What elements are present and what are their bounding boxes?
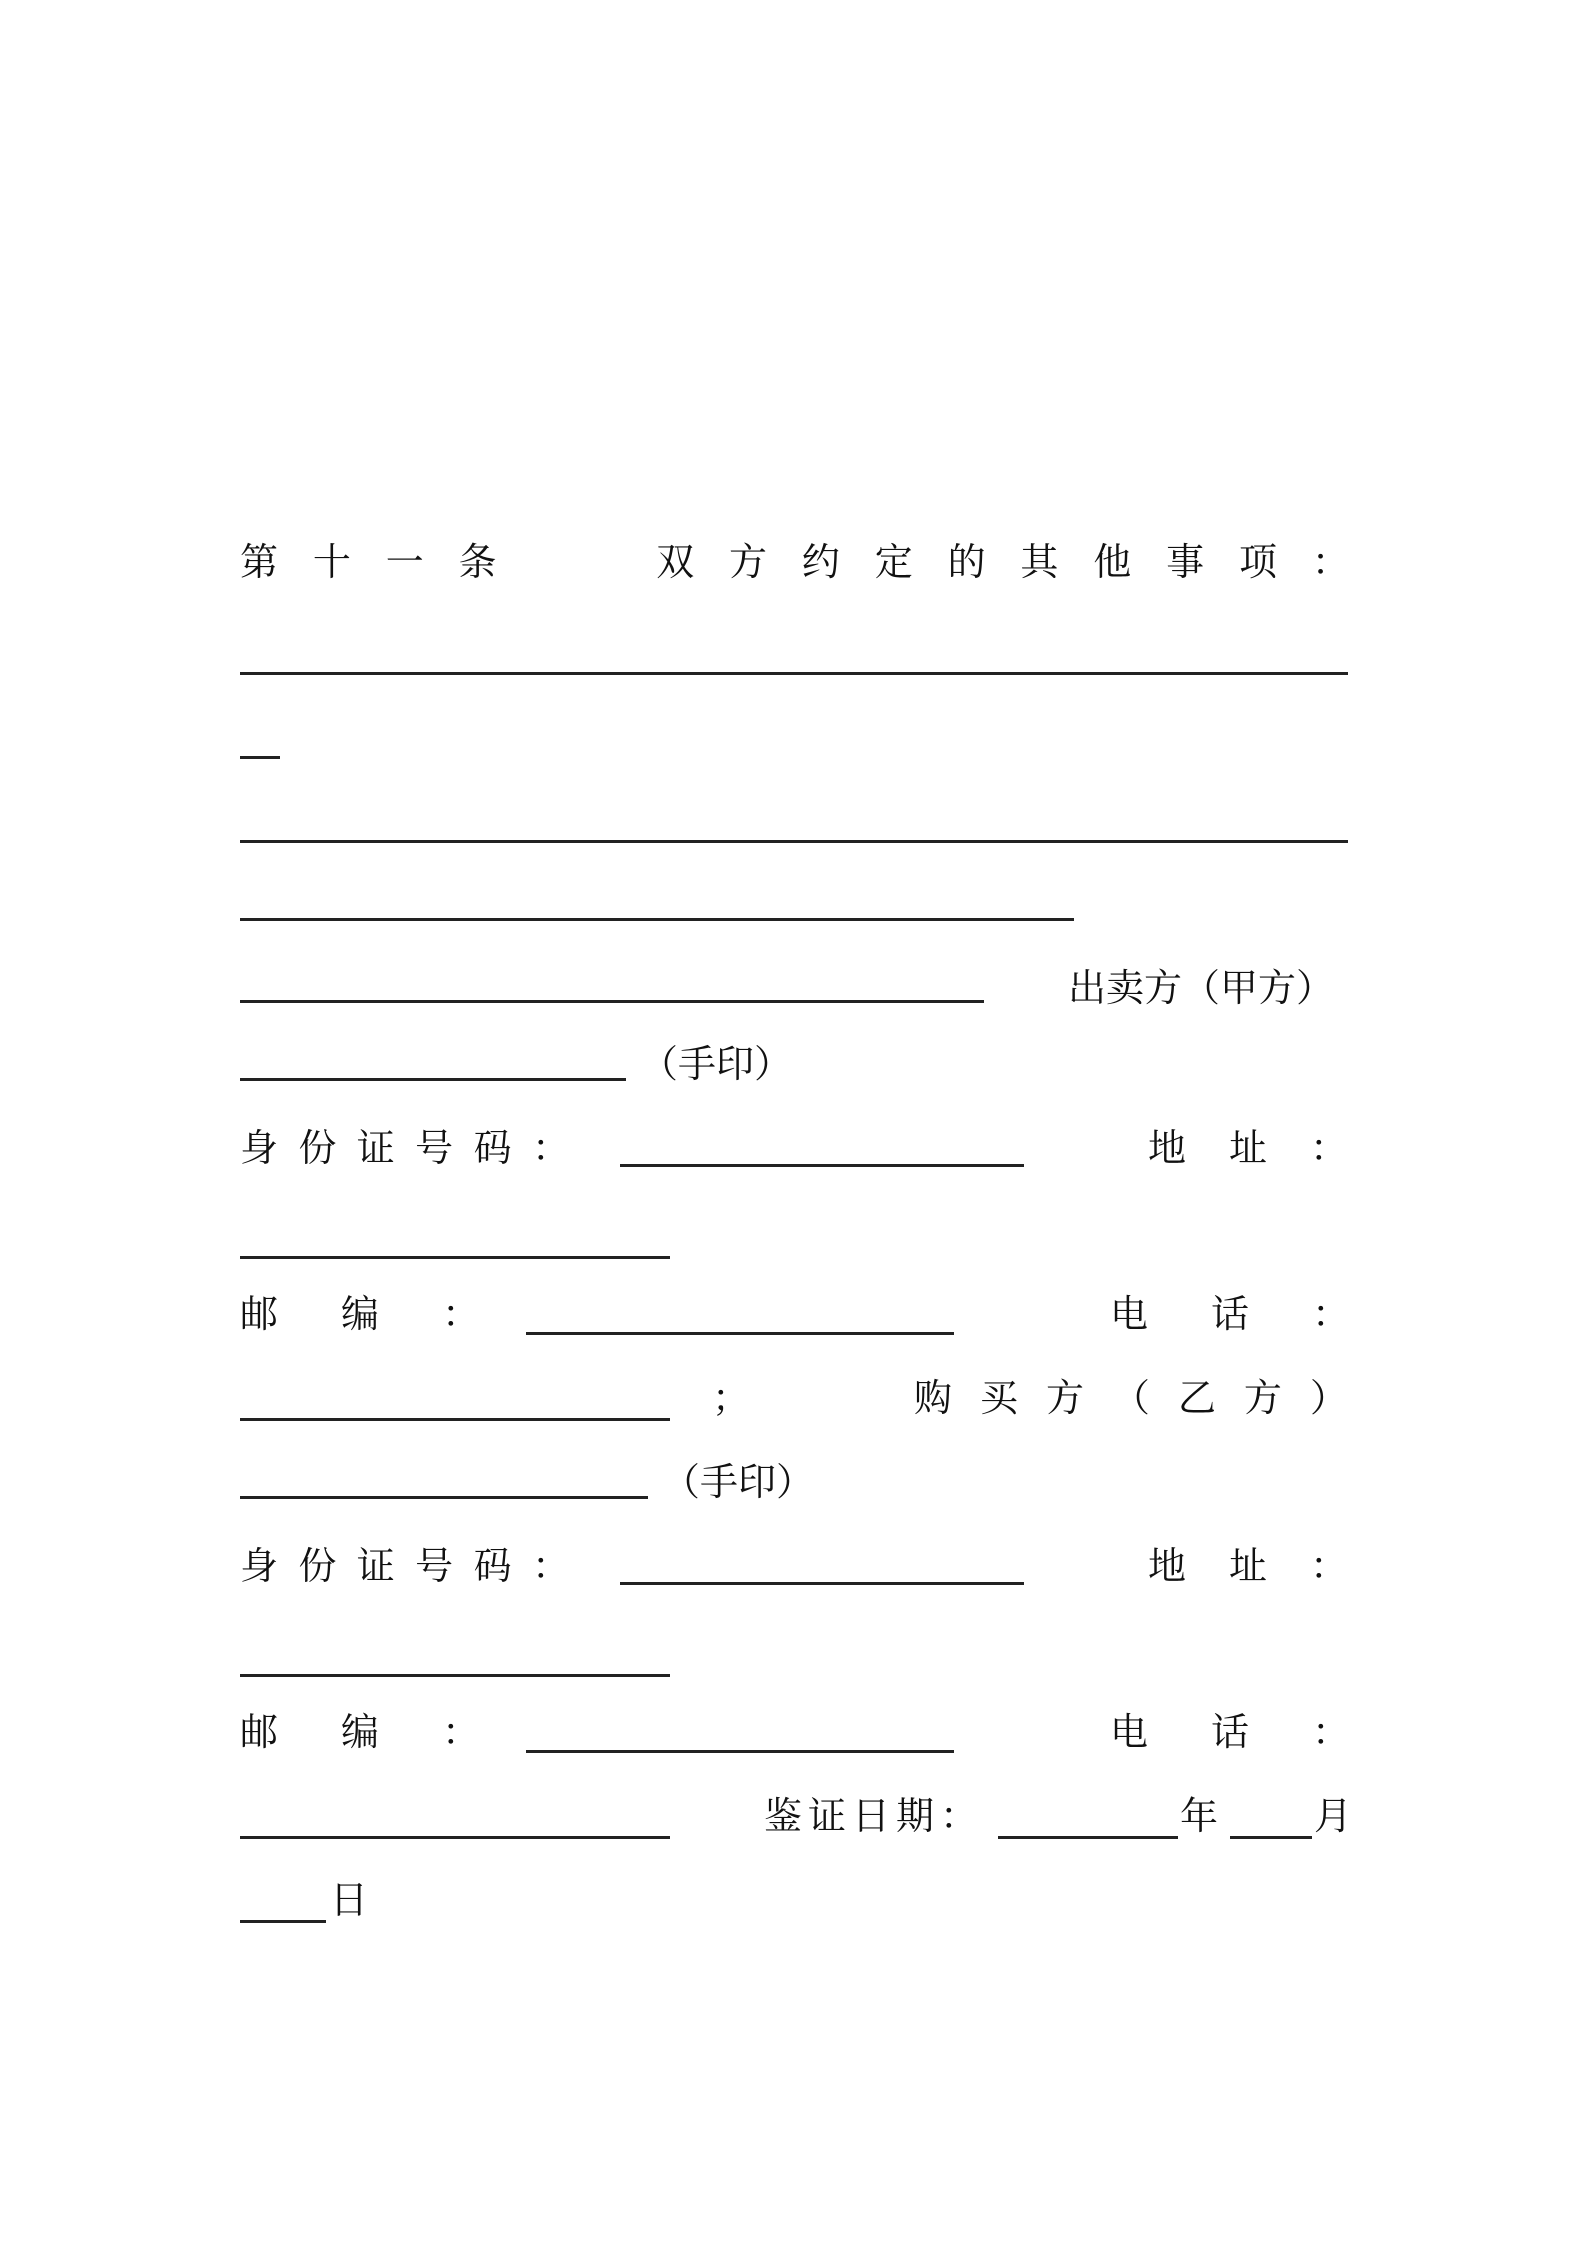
separator: ； [712,1376,751,1420]
seller-postcode-label: 邮 编 ： [240,1292,480,1336]
article-11-title-char: 双 [656,540,695,584]
seller-postcode-line [526,1332,954,1335]
other-terms-blank-line-1 [240,672,1348,675]
buyer-label: 购 买 方 （ 乙 方 ） [914,1376,1348,1420]
article-10-line-2 [240,450,1350,510]
article-11-title-char: 约 [801,540,840,584]
buyer-seal-label: （手印） [662,1460,815,1504]
buyer-id-line [620,1582,1024,1585]
verification-day-blank [240,1920,326,1923]
seller-signature-line [240,1000,984,1003]
seller-id-label: 身 份 证 号 码 ： [240,1126,570,1170]
article-11-char: 一 [385,540,424,584]
article-11-title-char: 项 [1238,540,1277,584]
other-terms-blank-line-2 [240,756,280,759]
other-terms-blank-line-4 [240,918,1074,921]
buyer-postcode-label: 邮 编 ： [240,1710,480,1754]
seller-id-line [620,1164,1024,1167]
article-10-line-1 [240,366,1350,426]
other-terms-blank-line-3 [240,840,1348,843]
article-11-title-char: 方 [729,540,768,584]
verification-month-blank [1230,1836,1312,1839]
verification-month-label: 月 [1314,1794,1353,1838]
buyer-phone-line [240,1836,670,1839]
article-11-title-char: 事 [1166,540,1205,584]
seller-phone-line [240,1418,670,1421]
buyer-address-line [240,1674,670,1677]
article-11-title-char: 他 [1093,540,1132,584]
seller-address-label: 地 址 ： [1148,1126,1348,1170]
buyer-id-label: 身 份 证 号 码 ： [240,1544,570,1588]
article-11-title-char: 的 [947,540,986,584]
verification-year-label: 年 [1180,1794,1219,1838]
buyer-phone-label: 电 话 ： [1110,1710,1350,1754]
buyer-seal-line [240,1496,648,1499]
seller-seal-label: （手印） [640,1042,793,1086]
article-9-line-2 [240,282,1350,342]
buyer-postcode-line [526,1750,954,1753]
verification-day-label: 日 [330,1878,369,1922]
seller-seal-line [240,1078,626,1081]
seller-phone-label: 电 话 ： [1110,1292,1350,1336]
article-11-title-char: 其 [1020,540,1059,584]
article-11-heading [240,532,1350,592]
seller-label: 出卖方（甲方） [1068,966,1335,1010]
article-11-title-char: ： [1311,540,1350,584]
verification-date-label: 鉴证日期： [764,1794,985,1838]
article-11-char: 条 [458,540,497,584]
buyer-address-label: 地 址 ： [1148,1544,1348,1588]
article-11-char: 第 [240,540,279,584]
seller-address-line [240,1256,670,1259]
article-11-title-char: 定 [874,540,913,584]
article-9-line-1 [240,198,1350,258]
article-11-char: 十 [312,540,351,584]
verification-year-blank [998,1836,1178,1839]
